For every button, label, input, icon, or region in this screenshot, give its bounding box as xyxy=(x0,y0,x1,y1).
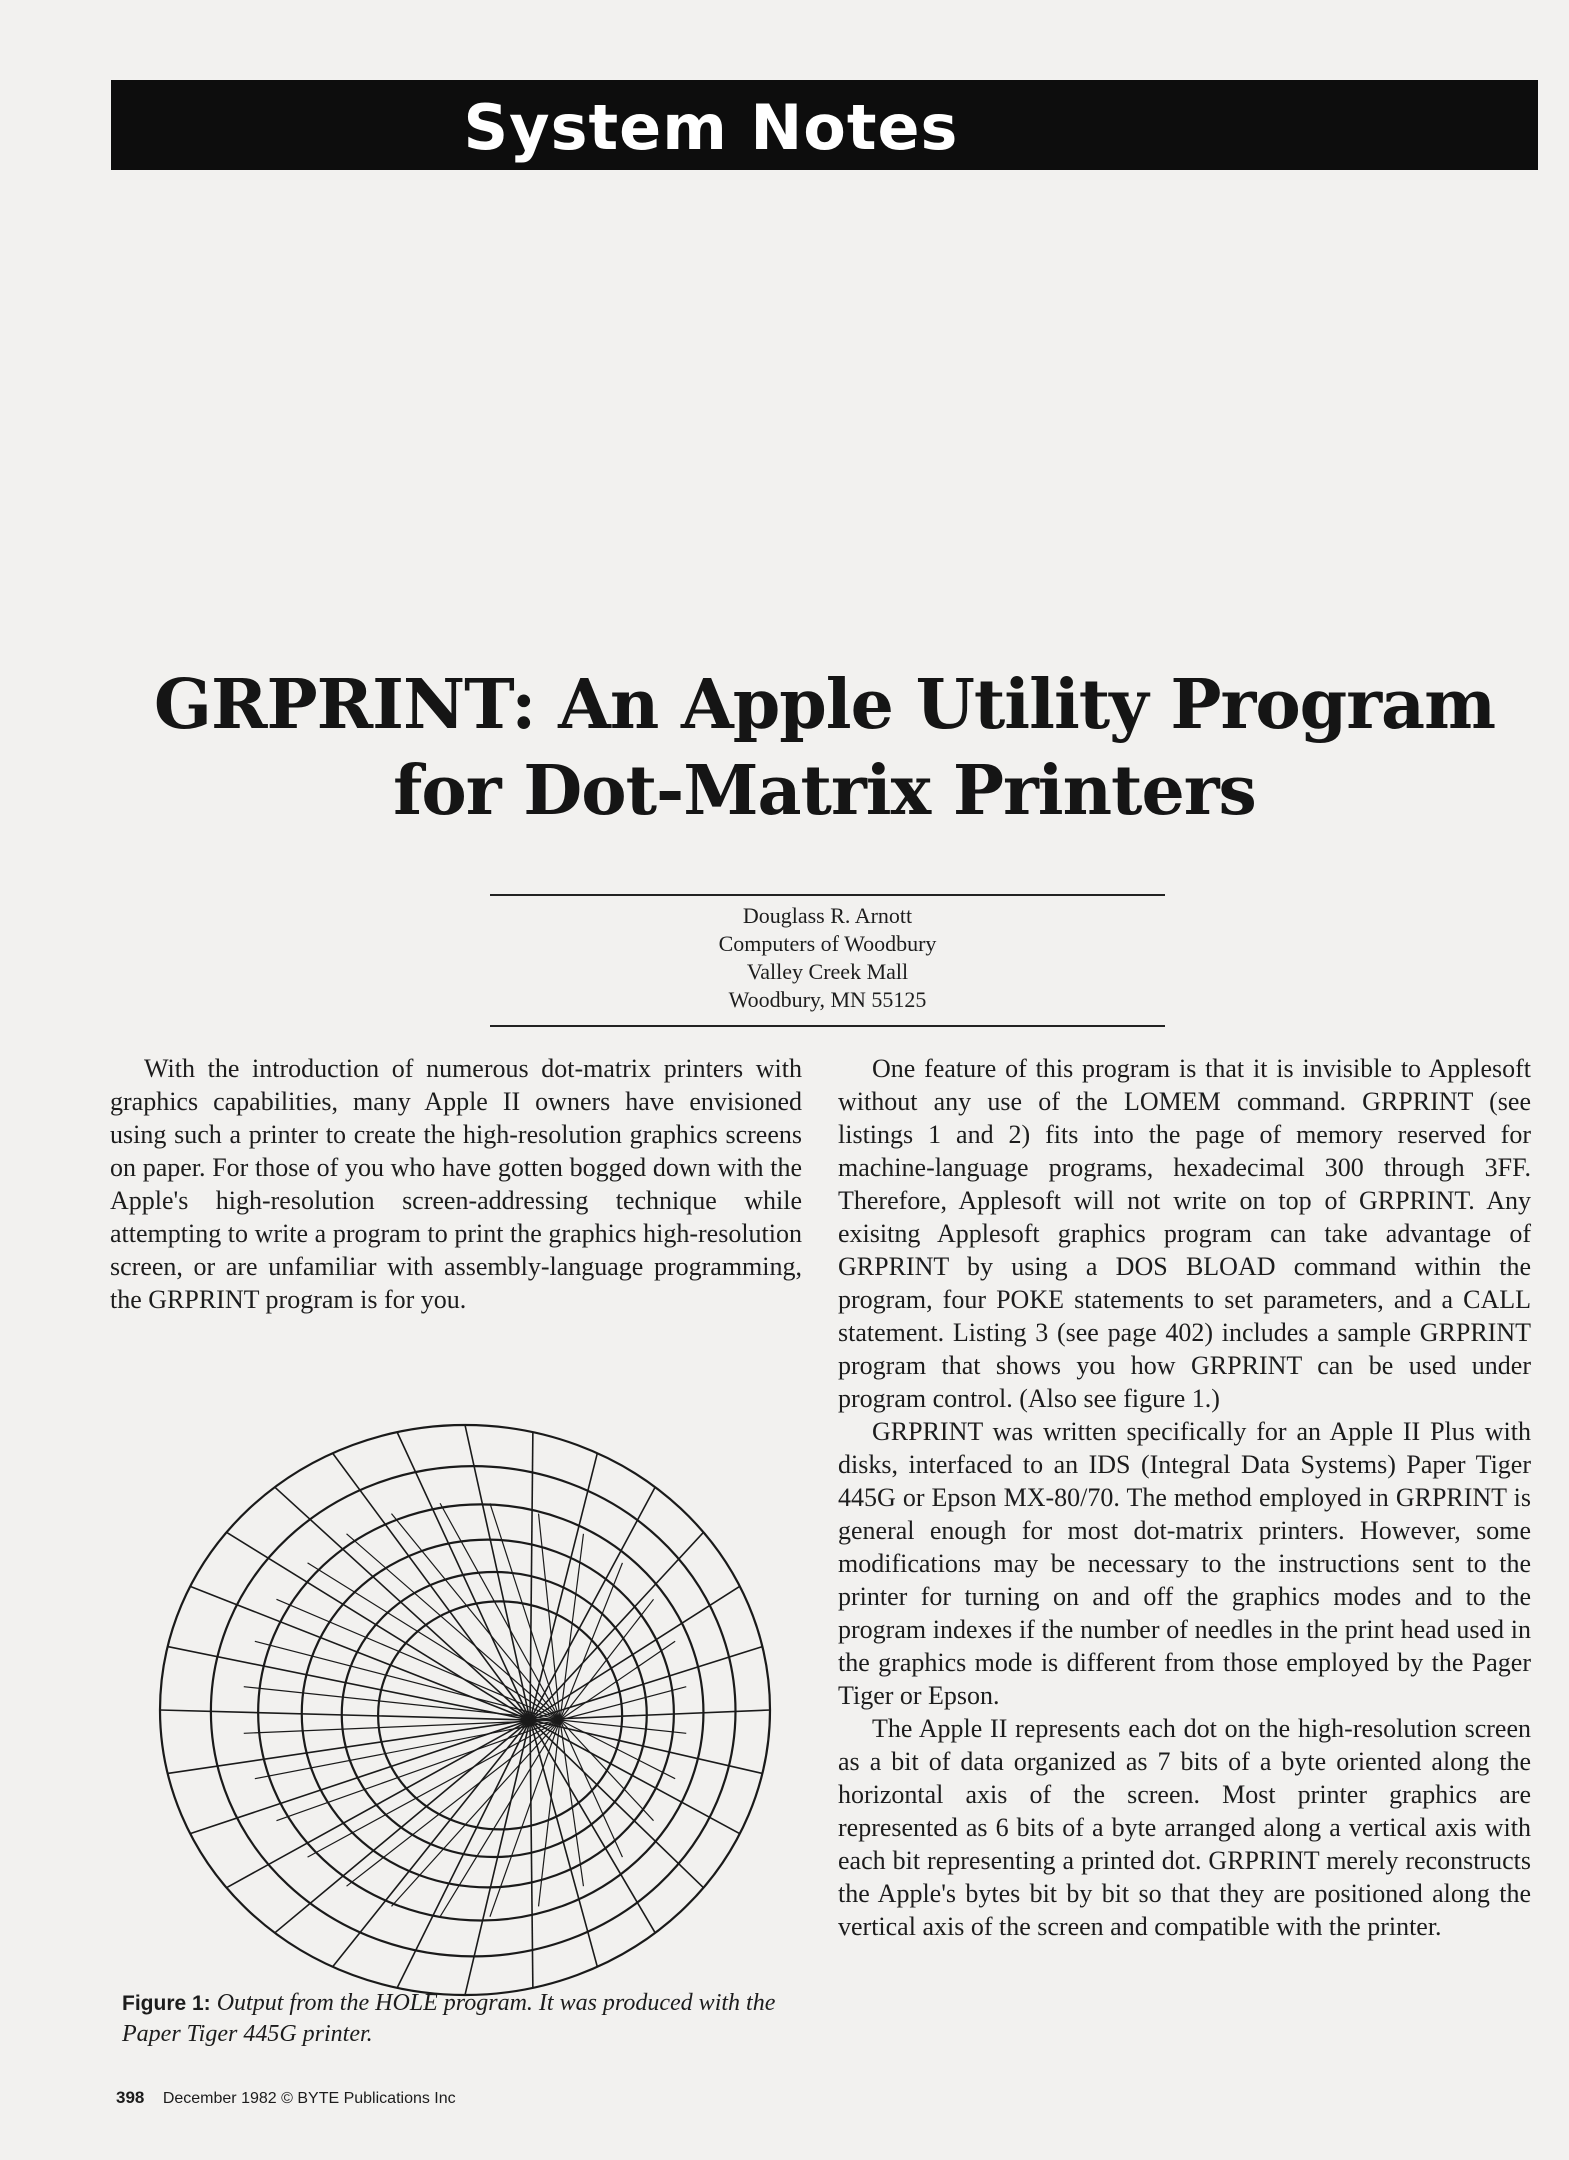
hole-wireframe-plot xyxy=(140,1410,790,2010)
figure-caption-text: Output from the HOLE program. It was produced with the Paper Tiger 445G printer. xyxy=(122,1990,776,2047)
wire-line xyxy=(190,1720,530,1834)
body-paragraph: With the introduction of numerous dot-matrix printers with graphics capabilities, many Apple II owners have envisioned using such a printer to create the high-resolution graphics screens on paper. For those of you who have gotten bogged down with the Apple's high-resolution screen-addressing technique while attempting to write a program to print the graphics high-resolution screen, or are unfamiliar with assembly-language programming, the GRPRINT program is for you. xyxy=(110,1054,802,1314)
wire-ring xyxy=(258,1504,703,1920)
author-address-line-1: Valley Creek Mall xyxy=(746,959,909,984)
wire-line xyxy=(397,1720,530,1988)
figure-label: Figure 1: xyxy=(122,1992,211,2015)
wire-line xyxy=(530,1720,597,1967)
body-paragraph: The Apple II represents each dot on the high-resolution screen as a bit of data organized as 7 bits of a byte oriented along the horizontal axis of the screen. Most printer graphics are represented as 6 bits of a byte arranged along a vertical axis with each bit representing a printed dot. GRPRINT merely reconstructs the Apple's bytes bit by bit so that they are positioned along the vertical axis of the screen and compatible with the printer. xyxy=(838,1714,1531,1941)
wire-line xyxy=(308,1720,560,1857)
figure-1-caption xyxy=(122,1988,812,2049)
figure-1-image xyxy=(140,1410,790,2010)
page-number: 398 xyxy=(116,2088,145,2107)
wire-line xyxy=(530,1453,597,1720)
page-footer xyxy=(116,2088,456,2108)
wire-ring xyxy=(378,1601,622,1829)
wire-line xyxy=(168,1647,530,1720)
wire-line xyxy=(530,1720,703,1888)
section-title: System Notes xyxy=(463,91,959,164)
title-line-2: for Dot-Matrix Printers xyxy=(393,751,1256,831)
wire-line xyxy=(227,1532,530,1720)
author-address-line-2: Woodbury, MN 55125 xyxy=(728,987,927,1012)
wire-line xyxy=(275,1487,530,1720)
byline-bottom-rule xyxy=(490,1025,1165,1027)
byline-top-rule xyxy=(490,894,1165,896)
wire-line xyxy=(530,1720,740,1834)
byline xyxy=(490,902,1165,1014)
article-title xyxy=(111,662,1538,834)
body-paragraph: One feature of this program is that it is invisible to Applesoft without any use of the LOMEM command. GRPRINT (see listings 1 and 2) fits into the page of memory reserved for machine-language programs, hexadecimal 300 through 3FF. Therefore, Applesoft will not write on top of GRPRINT. Any exisitng Applesoft graphics program can take advantage of GRPRINT by using a DOS BLOAD command within the program, four POKE statements to set parameters, and a CALL statement. Listing 3 (see page 402) includes a sample GRPRINT program that shows you how GRPRINT can be used under program control. (Also see figure 1.) xyxy=(838,1054,1531,1413)
left-column xyxy=(110,1052,802,1316)
author-affiliation: Computers of Woodbury xyxy=(718,931,937,956)
author-name: Douglass R. Arnott xyxy=(742,903,913,928)
right-column xyxy=(838,1052,1531,1943)
wire-ring xyxy=(302,1540,674,1888)
wire-line xyxy=(560,1641,675,1720)
wire-line xyxy=(308,1563,560,1720)
title-line-1: GRPRINT: An Apple Utility Program xyxy=(153,665,1496,745)
section-banner xyxy=(111,80,1538,170)
body-paragraph: GRPRINT was written specifically for an Apple II Plus with disks, interfaced to an IDS (Integral Data Systems) Paper Tiger 445G or Epson MX-80/70. The method employed in GRPRINT is general enough for most dot-matrix printers. However, some modifications may be necessary to the instructions sent to the printer for turning on and off the graphics modes and to the program indexes if the number of needles in the print head used in the graphics mode is different from those employed by the Pager Tiger or Epson. xyxy=(838,1417,1531,1710)
wire-line xyxy=(190,1586,530,1720)
publication-credit: December 1982 © BYTE Publications Inc xyxy=(162,2090,456,2107)
